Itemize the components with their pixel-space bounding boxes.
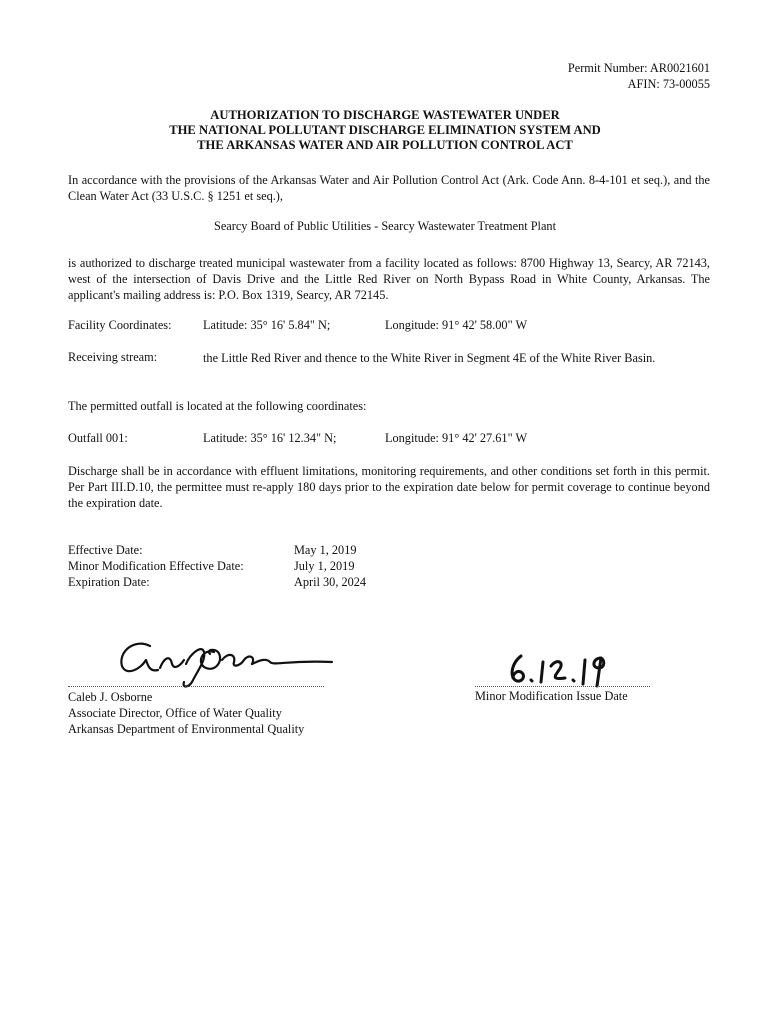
title-line-2: THE NATIONAL POLLUTANT DISCHARGE ELIMINATION SYSTEM AND [169,123,601,137]
handwritten-signature [110,630,340,692]
signature-block [68,689,304,737]
permittee-name: Searcy Board of Public Utilities - Searcy Wastewater Treatment Plant [214,219,556,233]
discharge-paragraph: Discharge shall be in accordance with effluent limitations, monitoring requirements, and other conditions set forth in this permit. Per Part III.D.10, the permittee must re-apply 180 days prior to the expiration date below for permit coverage to continue beyond the expiration date. [68,464,710,510]
issue-date-line [475,686,650,687]
signer-title: Associate Director, Office of Water Quality [68,706,282,720]
document-title [0,108,770,153]
minor-modification-date-label: Minor Modification Effective Date: [68,559,244,573]
permit-number: Permit Number: AR0021601 [567,61,710,75]
outfall-intro: The permitted outfall is located at the following coordinates: [68,399,367,413]
minor-modification-date-value: July 1, 2019 [294,559,355,573]
facility-coordinates-label: Facility Coordinates: [68,318,172,332]
outfall-latitude: Latitude: 35° 16' 12.34" N; [203,431,337,445]
permit-header [568,60,710,92]
effective-date-label: Effective Date: [68,543,143,557]
facility-longitude: Longitude: 91° 42' 58.00" W [385,318,528,332]
effective-date-value: May 1, 2019 [294,543,357,557]
dates-values [294,542,366,590]
authorization-paragraph: is authorized to discharge treated municipal wastewater from a facility located as follows: 8700 Highway 13, Searcy, AR 72143, west of the intersection of Davis Drive and the Little Red River on North Bypass Road in White County, Arkansas. The applicant's mailing address is: P.O. Box 1319, Searcy, AR 72145. [68,256,710,302]
afin-number: AFIN: 73-00055 [627,77,710,91]
title-line-3: THE ARKANSAS WATER AND AIR POLLUTION CONTROL ACT [197,138,573,152]
title-line-1: AUTHORIZATION TO DISCHARGE WASTEWATER UNDER [210,108,560,122]
signature-line [68,686,324,687]
outfall-label: Outfall 001: [68,431,128,445]
intro-paragraph: In accordance with the provisions of the Arkansas Water and Air Pollution Control Act (Ark. Code Ann. 8-4-101 et seq.), and the Clean Water Act (33 U.S.C. § 1251 et seq.), [68,173,710,203]
dates-labels [68,542,244,590]
issue-date-label: Minor Modification Issue Date [475,689,628,703]
facility-latitude: Latitude: 35° 16' 5.84" N; [203,318,331,332]
signer-organization: Arkansas Department of Environmental Quality [68,722,305,736]
expiration-date-label: Expiration Date: [68,575,150,589]
handwritten-issue-date [505,650,615,690]
receiving-stream-label: Receiving stream: [68,350,158,364]
expiration-date-value: April 30, 2024 [294,575,367,589]
signer-name: Caleb J. Osborne [68,690,153,704]
receiving-stream-value: the Little Red River and thence to the White River in Segment 4E of the White River Basin. [203,351,656,365]
outfall-longitude: Longitude: 91° 42' 27.61" W [385,431,528,445]
